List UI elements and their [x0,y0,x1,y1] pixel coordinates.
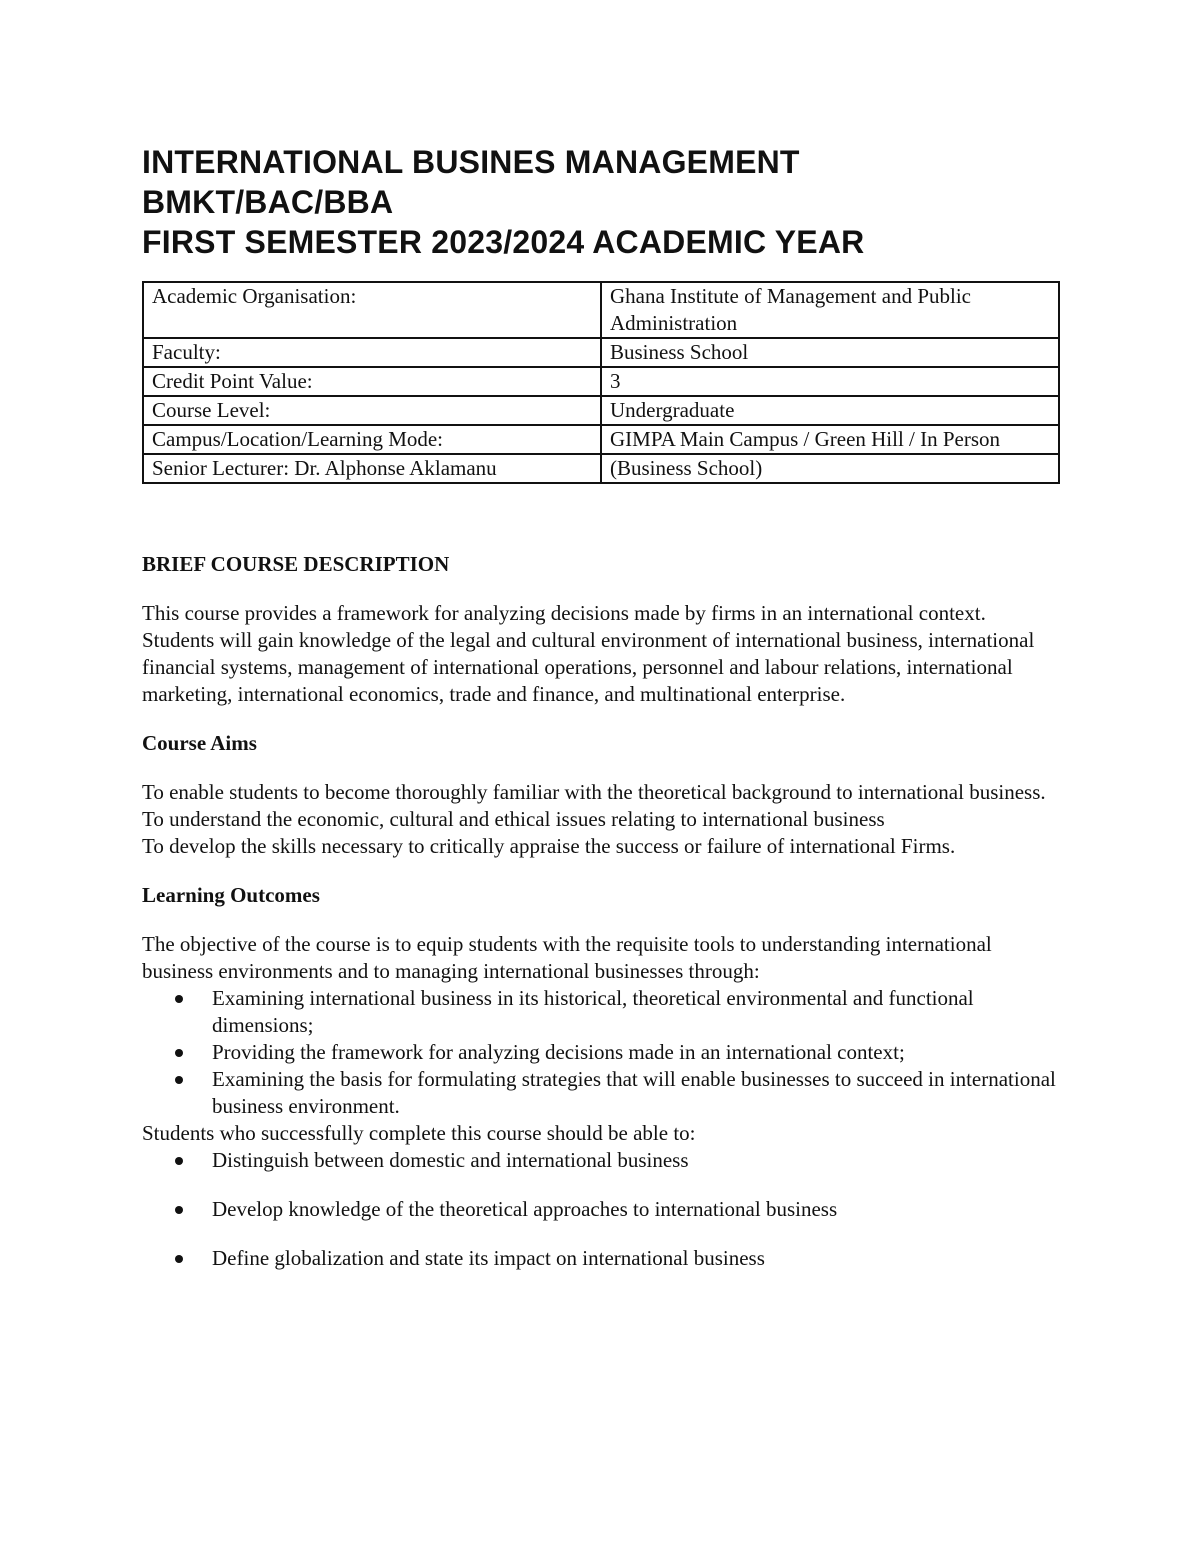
ability-text: Distinguish between domestic and international business [212,1148,689,1172]
table-row [143,367,1059,396]
course-info-table [142,281,1060,484]
list-item [212,1039,1060,1066]
info-value: (Business School) [601,454,1059,483]
title-line-programmes: BMKT/BAC/BBA [142,184,394,220]
info-label: Campus/Location/Learning Mode: [143,425,601,454]
ability-text: Develop knowledge of the theoretical approaches to international business [212,1197,838,1221]
ability-text: Define globalization and state its impact on international business [212,1246,765,1270]
list-item [212,1245,1060,1272]
document-title [142,142,1060,262]
bullet-icon [175,1049,183,1057]
section-heading-aims: Course Aims [142,731,257,755]
abilities-list [142,1147,1060,1272]
bullet-icon [175,1076,183,1084]
aim-item: To enable students to become thoroughly familiar with the theoretical background to international business. [142,780,1046,804]
aim-item: To understand the economic, cultural and ethical issues relating to international business [142,807,885,831]
bullet-icon [175,995,183,1003]
table-row [143,282,1059,338]
objective-text: Examining the basis for formulating strategies that will enable businesses to succeed in international business environment. [212,1067,1056,1118]
list-item [212,985,1060,1039]
info-value: Undergraduate [601,396,1059,425]
info-value: Ghana Institute of Management and Public Administration [601,282,1059,338]
info-label: Faculty: [143,338,601,367]
info-value: Business School [601,338,1059,367]
table-row [143,454,1059,483]
objective-text: Providing the framework for analyzing decisions made in an international context; [212,1040,905,1064]
students-intro: Students who successfully complete this course should be able to: [142,1121,696,1145]
objectives-list [142,985,1060,1120]
list-item [212,1196,1060,1223]
bullet-icon [175,1206,183,1214]
aim-item: To develop the skills necessary to critically appraise the success or failure of international Firms. [142,834,956,858]
list-item [212,1066,1060,1120]
info-value: 3 [601,367,1059,396]
bullet-icon [175,1157,183,1165]
description-paragraph: This course provides a framework for analyzing decisions made by firms in an international context. Students will gain knowledge of the legal and cultural environment of international business, international financial systems, management of international operations, personnel and labour relations, international marketing, international economics, trade and finance, and multinational enterprise. [142,601,1035,706]
bullet-icon [175,1255,183,1263]
section-heading-description: BRIEF COURSE DESCRIPTION [142,552,450,576]
objective-text: Examining international business in its historical, theoretical environmental and functional dimensions; [212,986,974,1037]
outcomes-intro: The objective of the course is to equip students with the requisite tools to understanding international business environments and to managing international businesses through: [142,932,992,983]
info-label: Senior Lecturer: Dr. Alphonse Aklamanu [143,454,601,483]
info-label: Academic Organisation: [143,282,601,338]
info-label: Credit Point Value: [143,367,601,396]
table-row [143,425,1059,454]
title-line-course: INTERNATIONAL BUSINES MANAGEMENT [142,144,800,180]
table-row [143,338,1059,367]
document-body [142,551,1060,1294]
info-label: Course Level: [143,396,601,425]
table-row [143,396,1059,425]
title-line-semester: FIRST SEMESTER 2023/2024 ACADEMIC YEAR [142,224,865,260]
list-item [212,1147,1060,1174]
section-heading-outcomes: Learning Outcomes [142,883,320,907]
info-value: GIMPA Main Campus / Green Hill / In Person [601,425,1059,454]
